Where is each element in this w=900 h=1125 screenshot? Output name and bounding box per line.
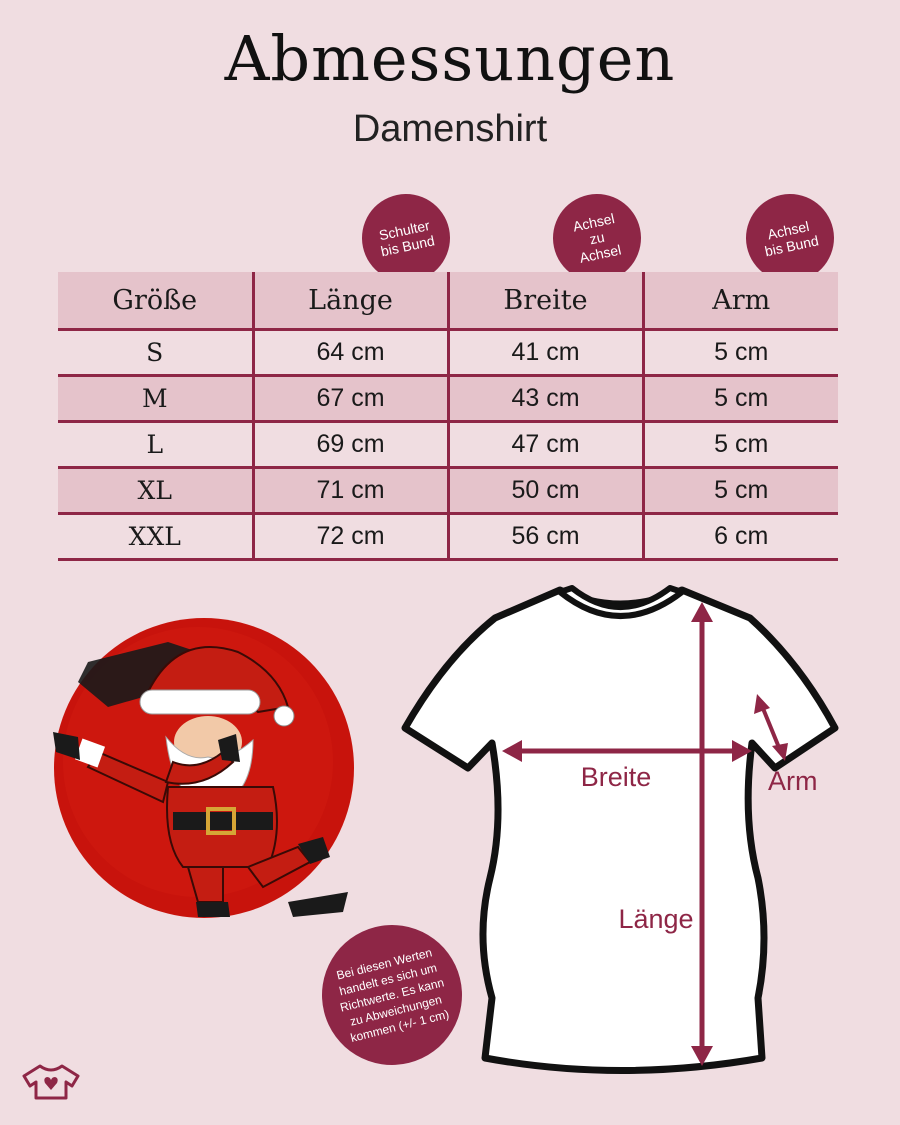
header-arm: Arm [643, 272, 838, 330]
arm-cell: 5 cm [643, 422, 838, 468]
laenge-cell: 69 cm [253, 422, 448, 468]
shirt-body [405, 590, 835, 1071]
breite-label: Breite [580, 762, 652, 792]
badge-laenge-text: Schulter bis Bund [377, 217, 436, 260]
breite-cell: 50 cm [448, 468, 643, 514]
dabbing-santa-illustration [48, 612, 360, 924]
table-row [58, 514, 838, 560]
badge-breite-text: Achsel zu Achsel [571, 210, 623, 266]
table-row [58, 330, 838, 376]
breite-cell: 56 cm [448, 514, 643, 560]
disclaimer-text: Bei diesen Werten handelt es sich um Richtwerte. Es kann zu Abweichungen kommen (+/- 1 cm) [335, 945, 451, 1046]
arm-cell: 5 cm [643, 468, 838, 514]
laenge-cell: 71 cm [253, 468, 448, 514]
table-header-row [58, 272, 838, 330]
size-cell: S [58, 330, 253, 376]
brand-logo [20, 1062, 82, 1102]
size-cell: L [58, 422, 253, 468]
size-cell: XXL [58, 514, 253, 560]
header-laenge: Länge [253, 272, 448, 330]
breite-cell: 43 cm [448, 376, 643, 422]
laenge-cell: 64 cm [253, 330, 448, 376]
header-breite: Breite [448, 272, 643, 330]
table-row [58, 376, 838, 422]
laenge-cell: 67 cm [253, 376, 448, 422]
design-illustration [48, 612, 360, 924]
laenge-cell: 72 cm [253, 514, 448, 560]
badge-arm-text: Achsel bis Bund [763, 217, 820, 260]
arm-label: Arm [768, 766, 818, 796]
size-table [58, 272, 838, 561]
table-row [58, 422, 838, 468]
arm-cell: 5 cm [643, 376, 838, 422]
table-row [58, 468, 838, 514]
page-title: Abmessungen [224, 22, 676, 95]
size-cell: M [58, 376, 253, 422]
header-groesse: Größe [58, 272, 253, 330]
arm-cell: 6 cm [643, 514, 838, 560]
size-cell: XL [58, 468, 253, 514]
laenge-label: Länge [618, 904, 694, 934]
shirt-heart-icon [20, 1062, 82, 1102]
breite-cell: 41 cm [448, 330, 643, 376]
breite-cell: 47 cm [448, 422, 643, 468]
page-subtitle: Damenshirt [352, 108, 548, 150]
arm-cell: 5 cm [643, 330, 838, 376]
